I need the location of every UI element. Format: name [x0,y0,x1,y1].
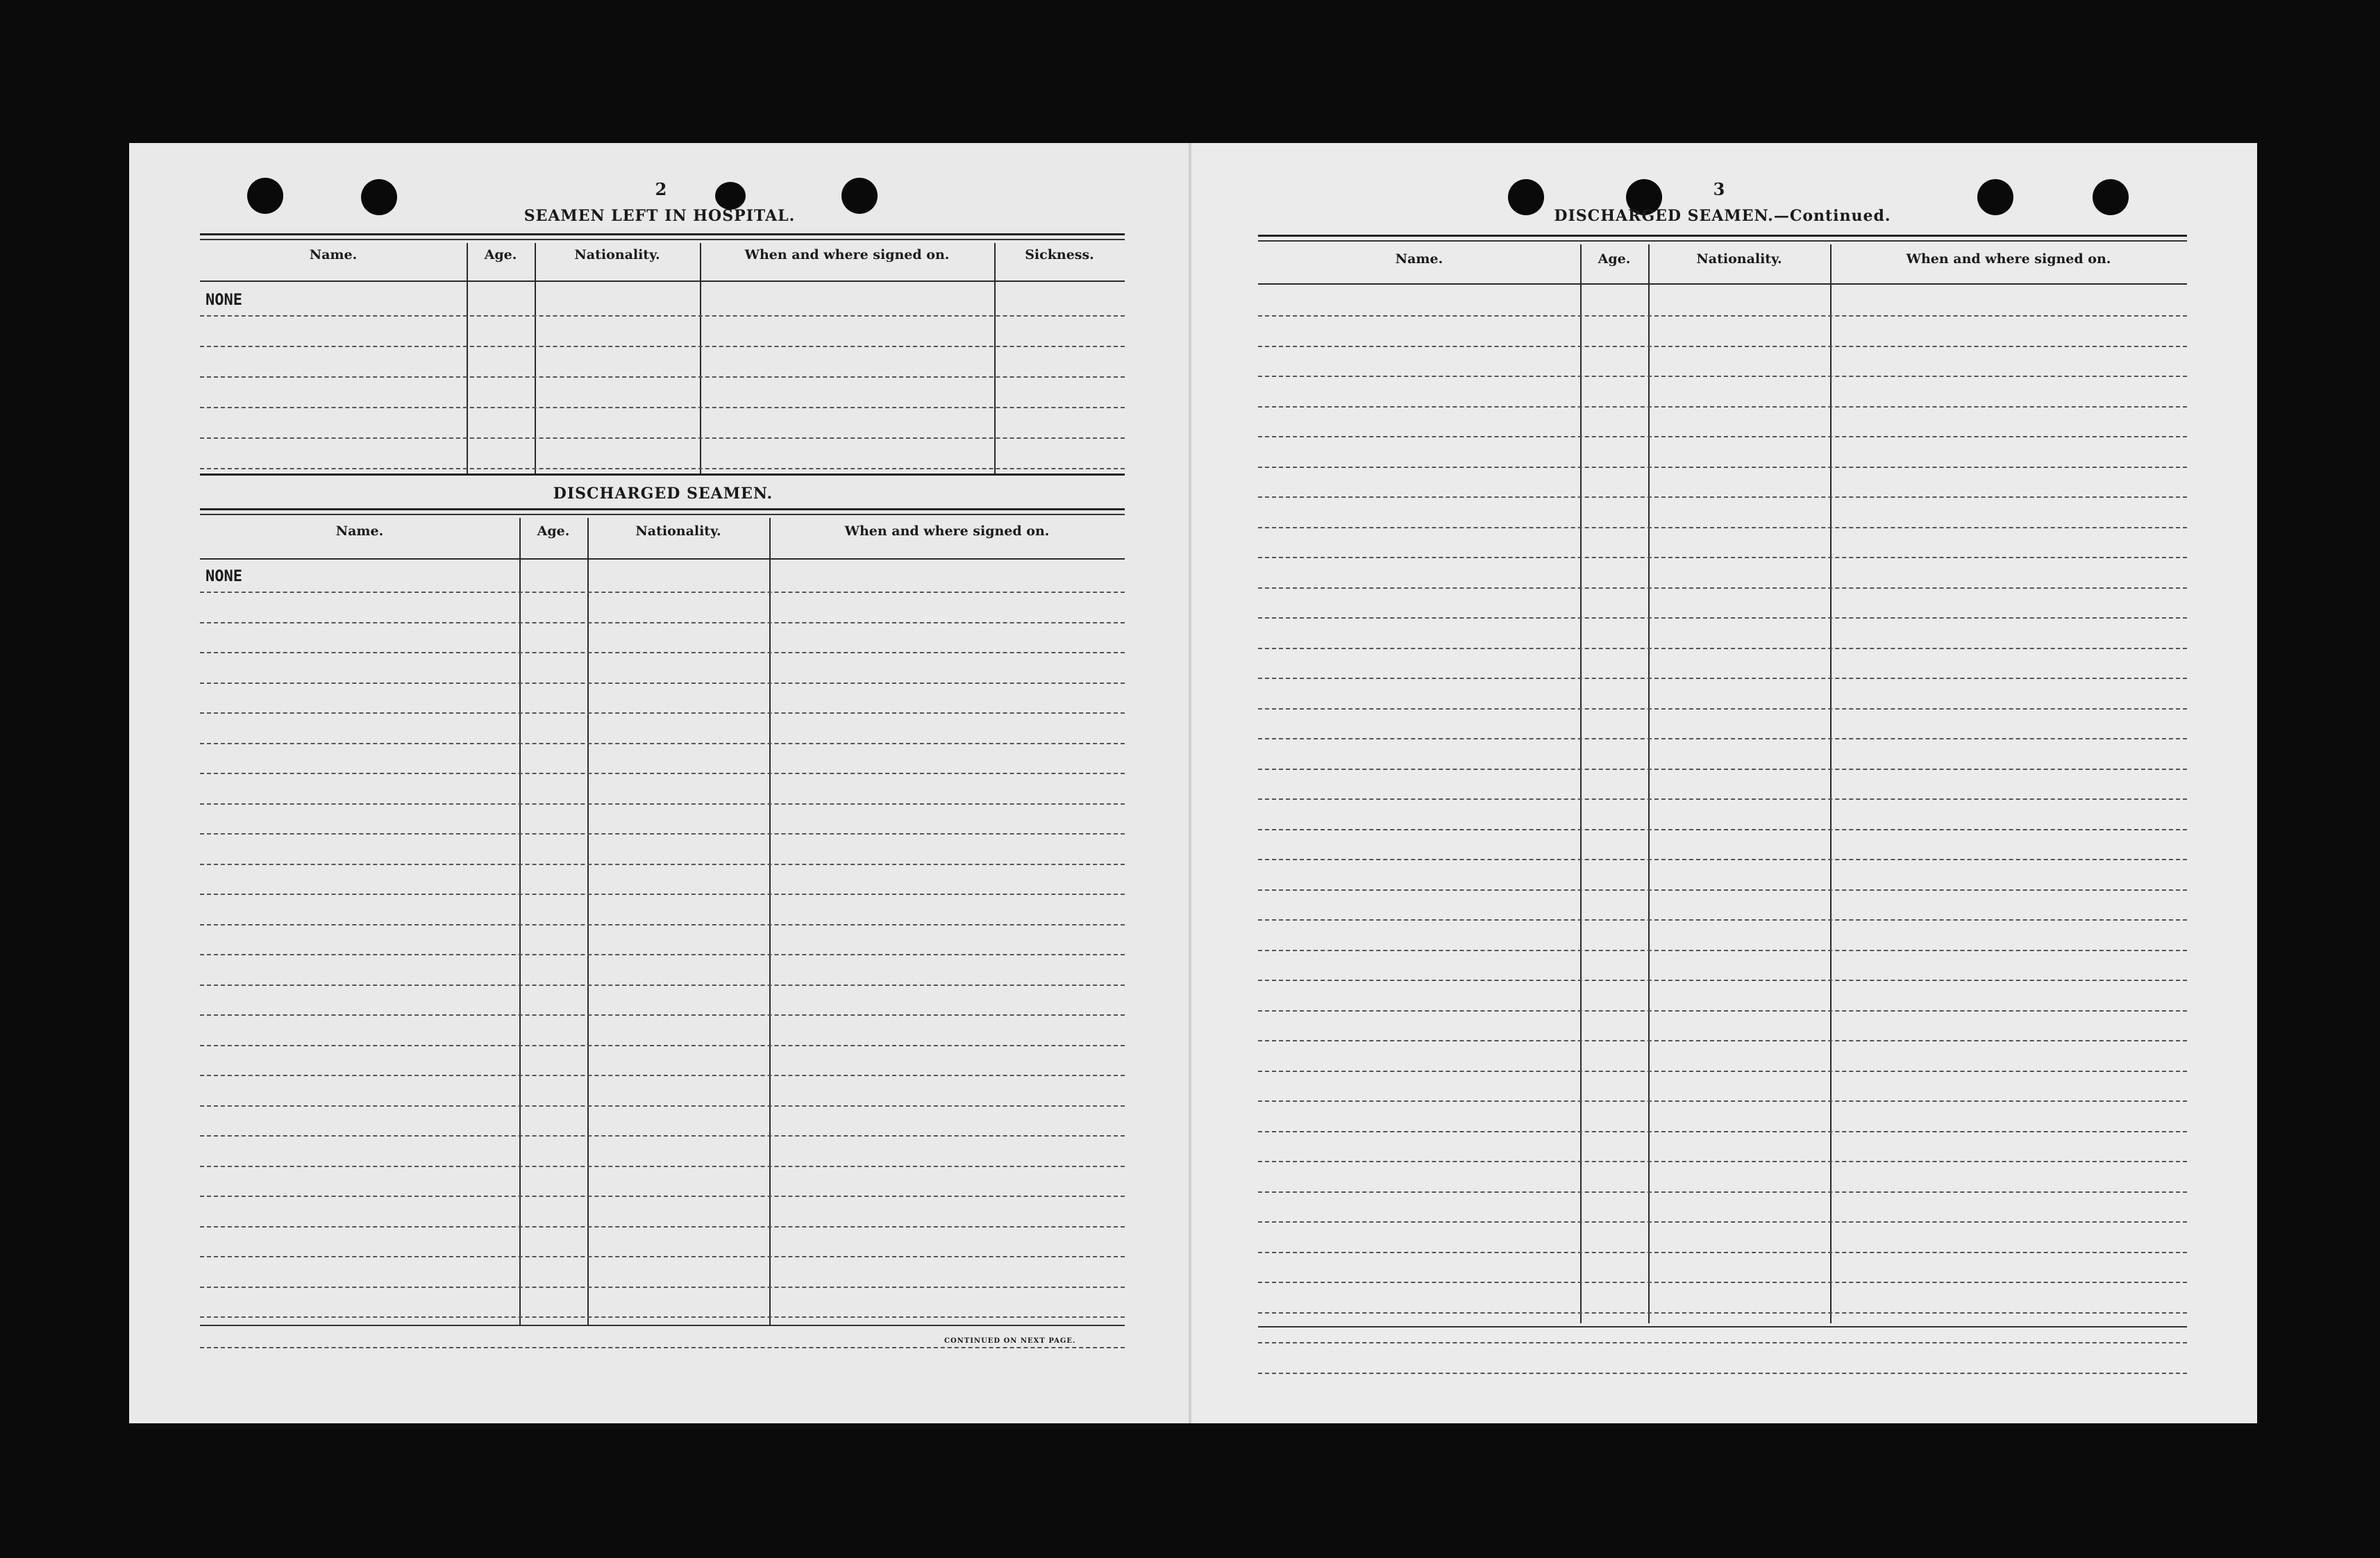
entry-row [1258,1071,2187,1072]
entry-row [200,743,1125,744]
punch-hole-icon [1977,179,2013,215]
entry-row [1258,980,2187,981]
punch-hole-icon [361,179,397,215]
entry-row [1258,527,2187,528]
rule [200,1325,1125,1326]
column-divider [769,518,771,1325]
column-divider [519,518,521,1325]
entry-row [200,712,1125,714]
column-divider [467,243,468,474]
header-underline [1258,283,2187,285]
entry-row [200,864,1125,865]
entry-row [200,1105,1125,1107]
column-header: Age. [484,247,517,262]
entry-row [200,1045,1125,1046]
entry-row [200,592,1125,593]
entry-row [200,1316,1125,1318]
column-header: Age. [1598,251,1631,267]
page-number-right: 3 [1713,179,1725,199]
entry-row [200,407,1125,408]
entry-row [1258,1010,2187,1012]
entry-row [1258,557,2187,558]
entry-row [1258,376,2187,377]
column-divider [535,243,536,474]
rule [200,239,1125,240]
entry-row [200,622,1125,623]
page-fold [1189,143,1191,1423]
column-header: Name. [309,247,358,262]
column-header: When and where signed on. [844,523,1050,539]
entry-row [200,1135,1125,1137]
header-underline [200,280,1125,282]
entry-row [200,652,1125,653]
entry-row [1258,950,2187,951]
entry-row [1258,1100,2187,1102]
entry-row [200,437,1125,439]
entry-row [1258,708,2187,710]
entry-row [1258,467,2187,468]
entry-row [200,924,1125,925]
entry-row [1258,648,2187,649]
entry-row [1258,1191,2187,1193]
rule [1258,1326,2187,1327]
entry-row [200,1347,1125,1348]
entry-row [200,1075,1125,1076]
entry-row [1258,1342,2187,1343]
entry-row [1258,1282,2187,1283]
entry-row [200,346,1125,347]
discharged-section-title: DISCHARGED SEAMEN. [553,485,773,503]
entry-row [1258,1161,2187,1162]
entry-row [1258,617,2187,619]
entry-row [1258,406,2187,408]
column-header: Sickness. [1025,247,1094,262]
rule [200,474,1125,476]
rule [1258,240,2187,242]
entry-row [1258,496,2187,498]
rule [200,514,1125,515]
entry-row [1258,678,2187,679]
entry-row [1258,587,2187,589]
column-header: Name. [1395,251,1443,267]
entry-row [1258,1373,2187,1374]
left-page [129,143,1191,1423]
column-header: When and where signed on. [744,247,950,262]
entry-row [1258,738,2187,739]
column-divider [994,243,996,474]
entry-row [200,1166,1125,1167]
name-entry: NONE [206,292,242,309]
column-header: Nationality. [635,523,721,539]
page-number-left: 2 [655,179,667,199]
entry-row [1258,1131,2187,1132]
entry-row [1258,1221,2187,1223]
hospital-section-title: SEAMEN LEFT IN HOSPITAL. [523,207,796,225]
rule [200,508,1125,510]
column-divider [700,243,701,474]
entry-row [200,1196,1125,1197]
header-underline [200,558,1125,560]
column-header: Name. [335,523,384,539]
entry-row [200,1226,1125,1228]
entry-row [200,376,1125,378]
entry-row [200,985,1125,986]
entry-row [1258,769,2187,770]
entry-row [1258,346,2187,347]
entry-row [200,803,1125,805]
entry-row [1258,798,2187,800]
entry-row [1258,889,2187,891]
column-divider [587,518,589,1325]
punch-hole-icon [2093,179,2129,215]
entry-row [1258,1040,2187,1041]
continued-note: CONTINUED ON NEXT PAGE. [944,1337,1076,1345]
entry-row [200,1287,1125,1288]
entry-row [200,468,1125,469]
entry-row [200,833,1125,835]
column-header: Age. [537,523,570,539]
punch-hole-icon [1508,179,1544,215]
entry-row [1258,315,2187,317]
entry-row [200,315,1125,317]
column-header: When and where signed on. [1906,251,2111,267]
entry-row [200,773,1125,774]
entry-row [1258,436,2187,437]
entry-row [1258,1312,2187,1314]
entry-row [1258,829,2187,830]
discharged-continued-title: DISCHARGED SEAMEN.—Continued. [1554,207,1891,225]
punch-hole-icon [715,182,746,210]
entry-row [200,1256,1125,1257]
column-header: Nationality. [574,247,660,262]
entry-row [200,1014,1125,1016]
punch-hole-icon [841,178,878,214]
entry-row [200,954,1125,955]
entry-row [1258,859,2187,860]
entry-row [1258,919,2187,921]
rule [1258,235,2187,237]
right-page [1191,143,2257,1423]
punch-hole-icon [247,178,283,214]
entry-row [200,682,1125,684]
entry-row [200,894,1125,895]
name-entry: NONE [206,568,242,585]
column-header: Nationality. [1696,251,1782,267]
rule [200,233,1125,235]
entry-row [1258,1252,2187,1253]
